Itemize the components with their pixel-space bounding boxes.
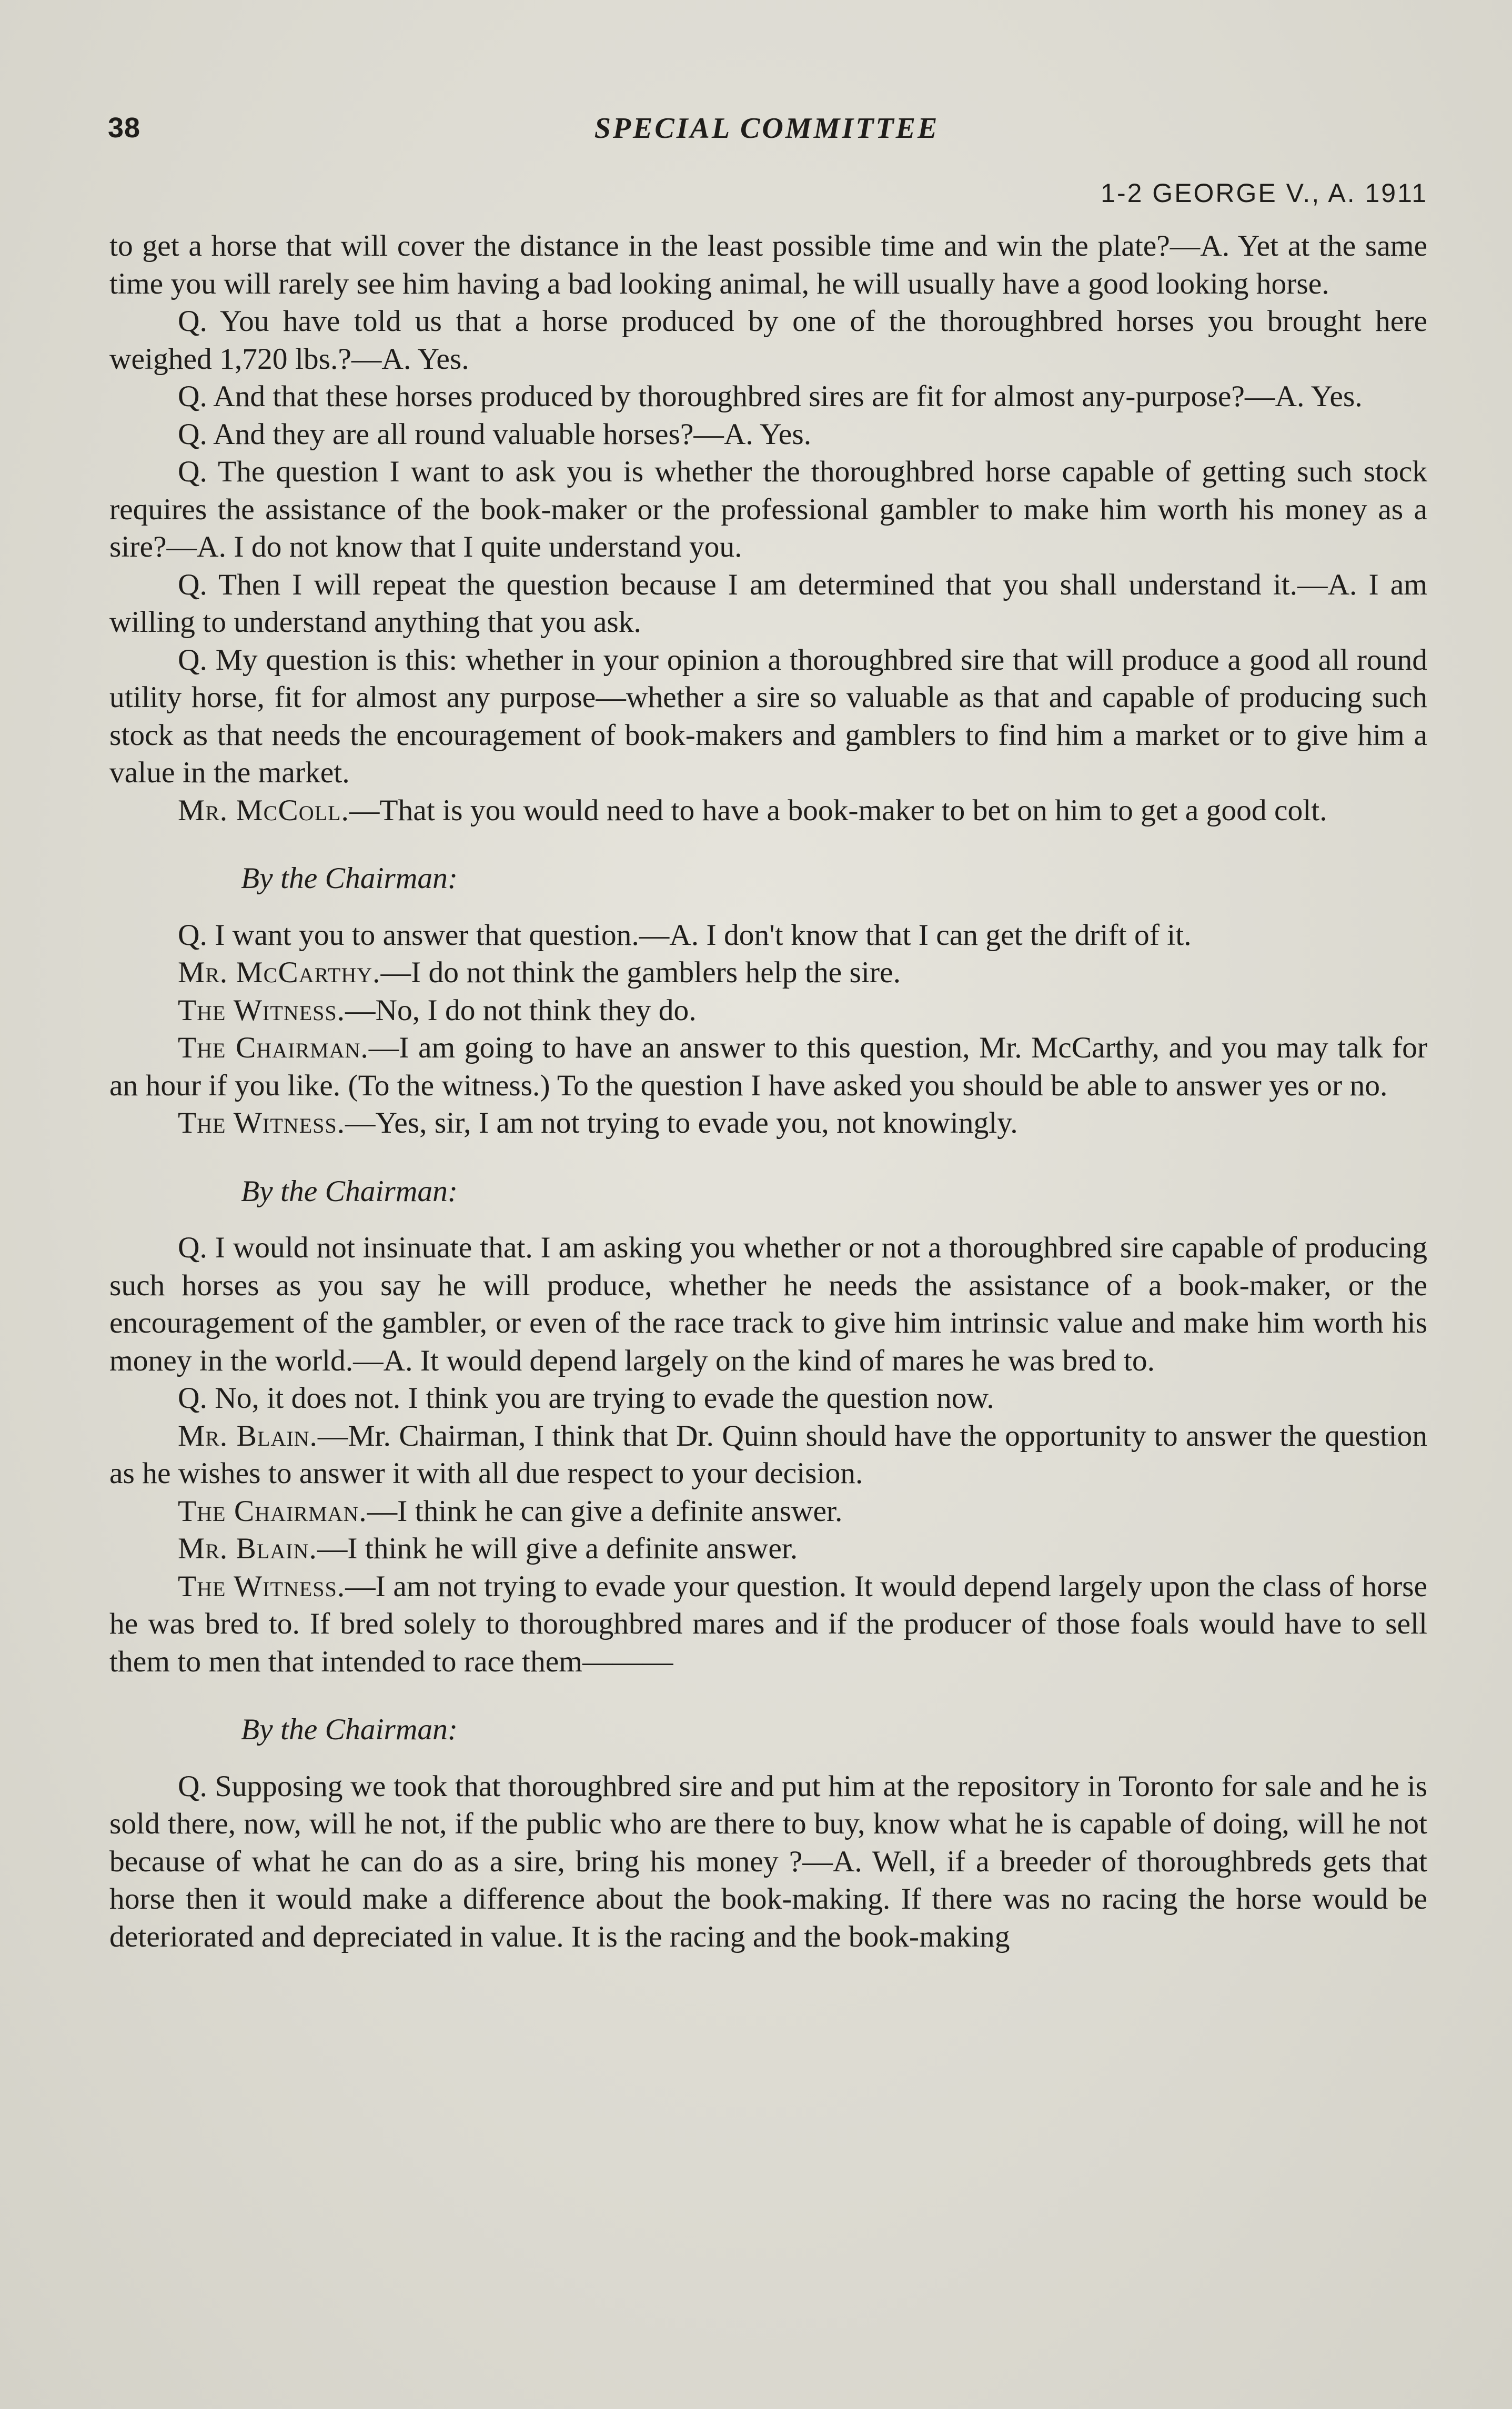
paragraph [109,792,1427,830]
running-title: SPECIAL COMMITTEE [594,112,940,145]
speaker-name: Mr. McColl. [178,793,349,827]
paragraph [109,1417,1427,1493]
paragraph: Q. Supposing we took that thoroughbred sire and put him at the repository in Toronto for sale and he is sold there, now, will he not, if the public who are there to buy, know what he is capable of doing, will he not because of what he can do as a sire, bring his money ?—A. Well, if a breeder of thoroughbreds gets that horse then it would make a difference about the book-making. If there was no racing the horse would be deteriorated and depreciated in value. It is the racing and the book-making [109,1769,1427,1953]
speech-text: —I am not trying to evade your question. It would depend largely upon the class of horse he was bred to. If bred solely to thoroughbred mares and if the producer of those foals would have to sell them to men that intended to race them——— [109,1569,1428,1678]
paragraph [109,1568,1427,1681]
speech-text: —I am going to have an answer to this question, Mr. McCarthy, and you may talk for an hour if you like. (To the witness.) To the question I have asked you should be able to answer yes or no. [109,1031,1427,1102]
page-number: 38 [108,112,141,144]
section-subheading: By the Chairman: [241,1713,458,1746]
paragraph: Q. I want you to answer that question.—A. I don't know that I can get the drift of it. [178,918,1192,952]
paragraph [109,1029,1427,1104]
paragraph: Q. And that these horses produced by thoroughbred sires are fit for almost any-purpose?—A. Yes. [178,380,1363,413]
speaker-name: The Chairman. [178,1494,367,1528]
document-body [109,227,1427,1956]
paragraph: Q. And they are all round valuable horses?—A. Yes. [178,417,812,451]
speech-text: —I do not think the gamblers help the sire. [380,956,901,989]
paragraph: Q. The question I want to ask you is whether the thoroughbred horse capable of getting such stock requires the assistance of the book-maker or the professional gambler to make him worth his money as a sire?—A. I do not know that I quite understand you. [109,455,1427,563]
paragraph: Q. My question is this: whether in your opinion a thoroughbred sire that will produce a good all round utility horse, fit for almost any purpose—whether a sire so valuable as that and capable of producing such stock as that needs the encouragement of book-makers and gamblers to find him a market or to give him a value in the market. [109,643,1427,789]
speaker-name: Mr. Blain. [178,1532,317,1565]
session-reference: 1-2 GEORGE V., A. 1911 [1101,178,1428,208]
page-header [108,112,1426,148]
paragraph [109,1530,1427,1568]
speech-text: —That is you would need to have a book-maker to bet on him to get a good colt. [349,793,1327,827]
paragraph: Q. Then I will repeat the question because I am determined that you shall understand it.—A. I am willing to understand anything that you ask. [109,568,1427,639]
speaker-name: Mr. McCarthy. [178,956,381,989]
speech-text: —No, I do not think they do. [345,993,697,1027]
speech-text: —I think he will give a definite answer. [317,1532,798,1565]
paragraph: to get a horse that will cover the distance in the least possible time and win the plate?—A. Yet at the same time you will rarely see him having a bad looking animal, he will usually have a good looking horse. [109,229,1427,300]
paragraph [109,954,1427,992]
speech-text: —Mr. Chairman, I think that Dr. Quinn should have the opportunity to answer the question as he wishes to answer it with all due respect to your decision. [109,1419,1428,1490]
paragraph [109,1493,1427,1530]
speaker-name: The Chairman. [178,1031,369,1064]
section-subheading: By the Chairman: [241,1174,458,1208]
speaker-name: The Witness. [178,1106,345,1140]
speaker-name: The Witness. [178,993,345,1027]
paragraph [109,1104,1427,1142]
paragraph: Q. No, it does not. I think you are trying to evade the question now. [178,1382,994,1415]
paragraph: Q. You have told us that a horse produced by one of the thoroughbred horses you brought here weighed 1,720 lbs.?—A. Yes. [109,305,1427,376]
paragraph [109,992,1427,1030]
speaker-name: The Witness. [178,1569,346,1603]
section-subheading: By the Chairman: [241,862,458,895]
speech-text: —I think he can give a definite answer. [367,1494,843,1528]
speech-text: —Yes, sir, I am not trying to evade you, not knowingly. [345,1106,1018,1140]
paragraph: Q. I would not insinuate that. I am asking you whether or not a thoroughbred sire capable of producing such horses as you say he will produce, whether he needs the assistance of a book-maker, or the encouragement of the gambler, or even of the race track to give him intrinsic value and make him worth his money in the world.—A. It would depend largely on the kind of mares he was bred to. [109,1231,1427,1377]
speaker-name: Mr. Blain. [178,1419,318,1453]
